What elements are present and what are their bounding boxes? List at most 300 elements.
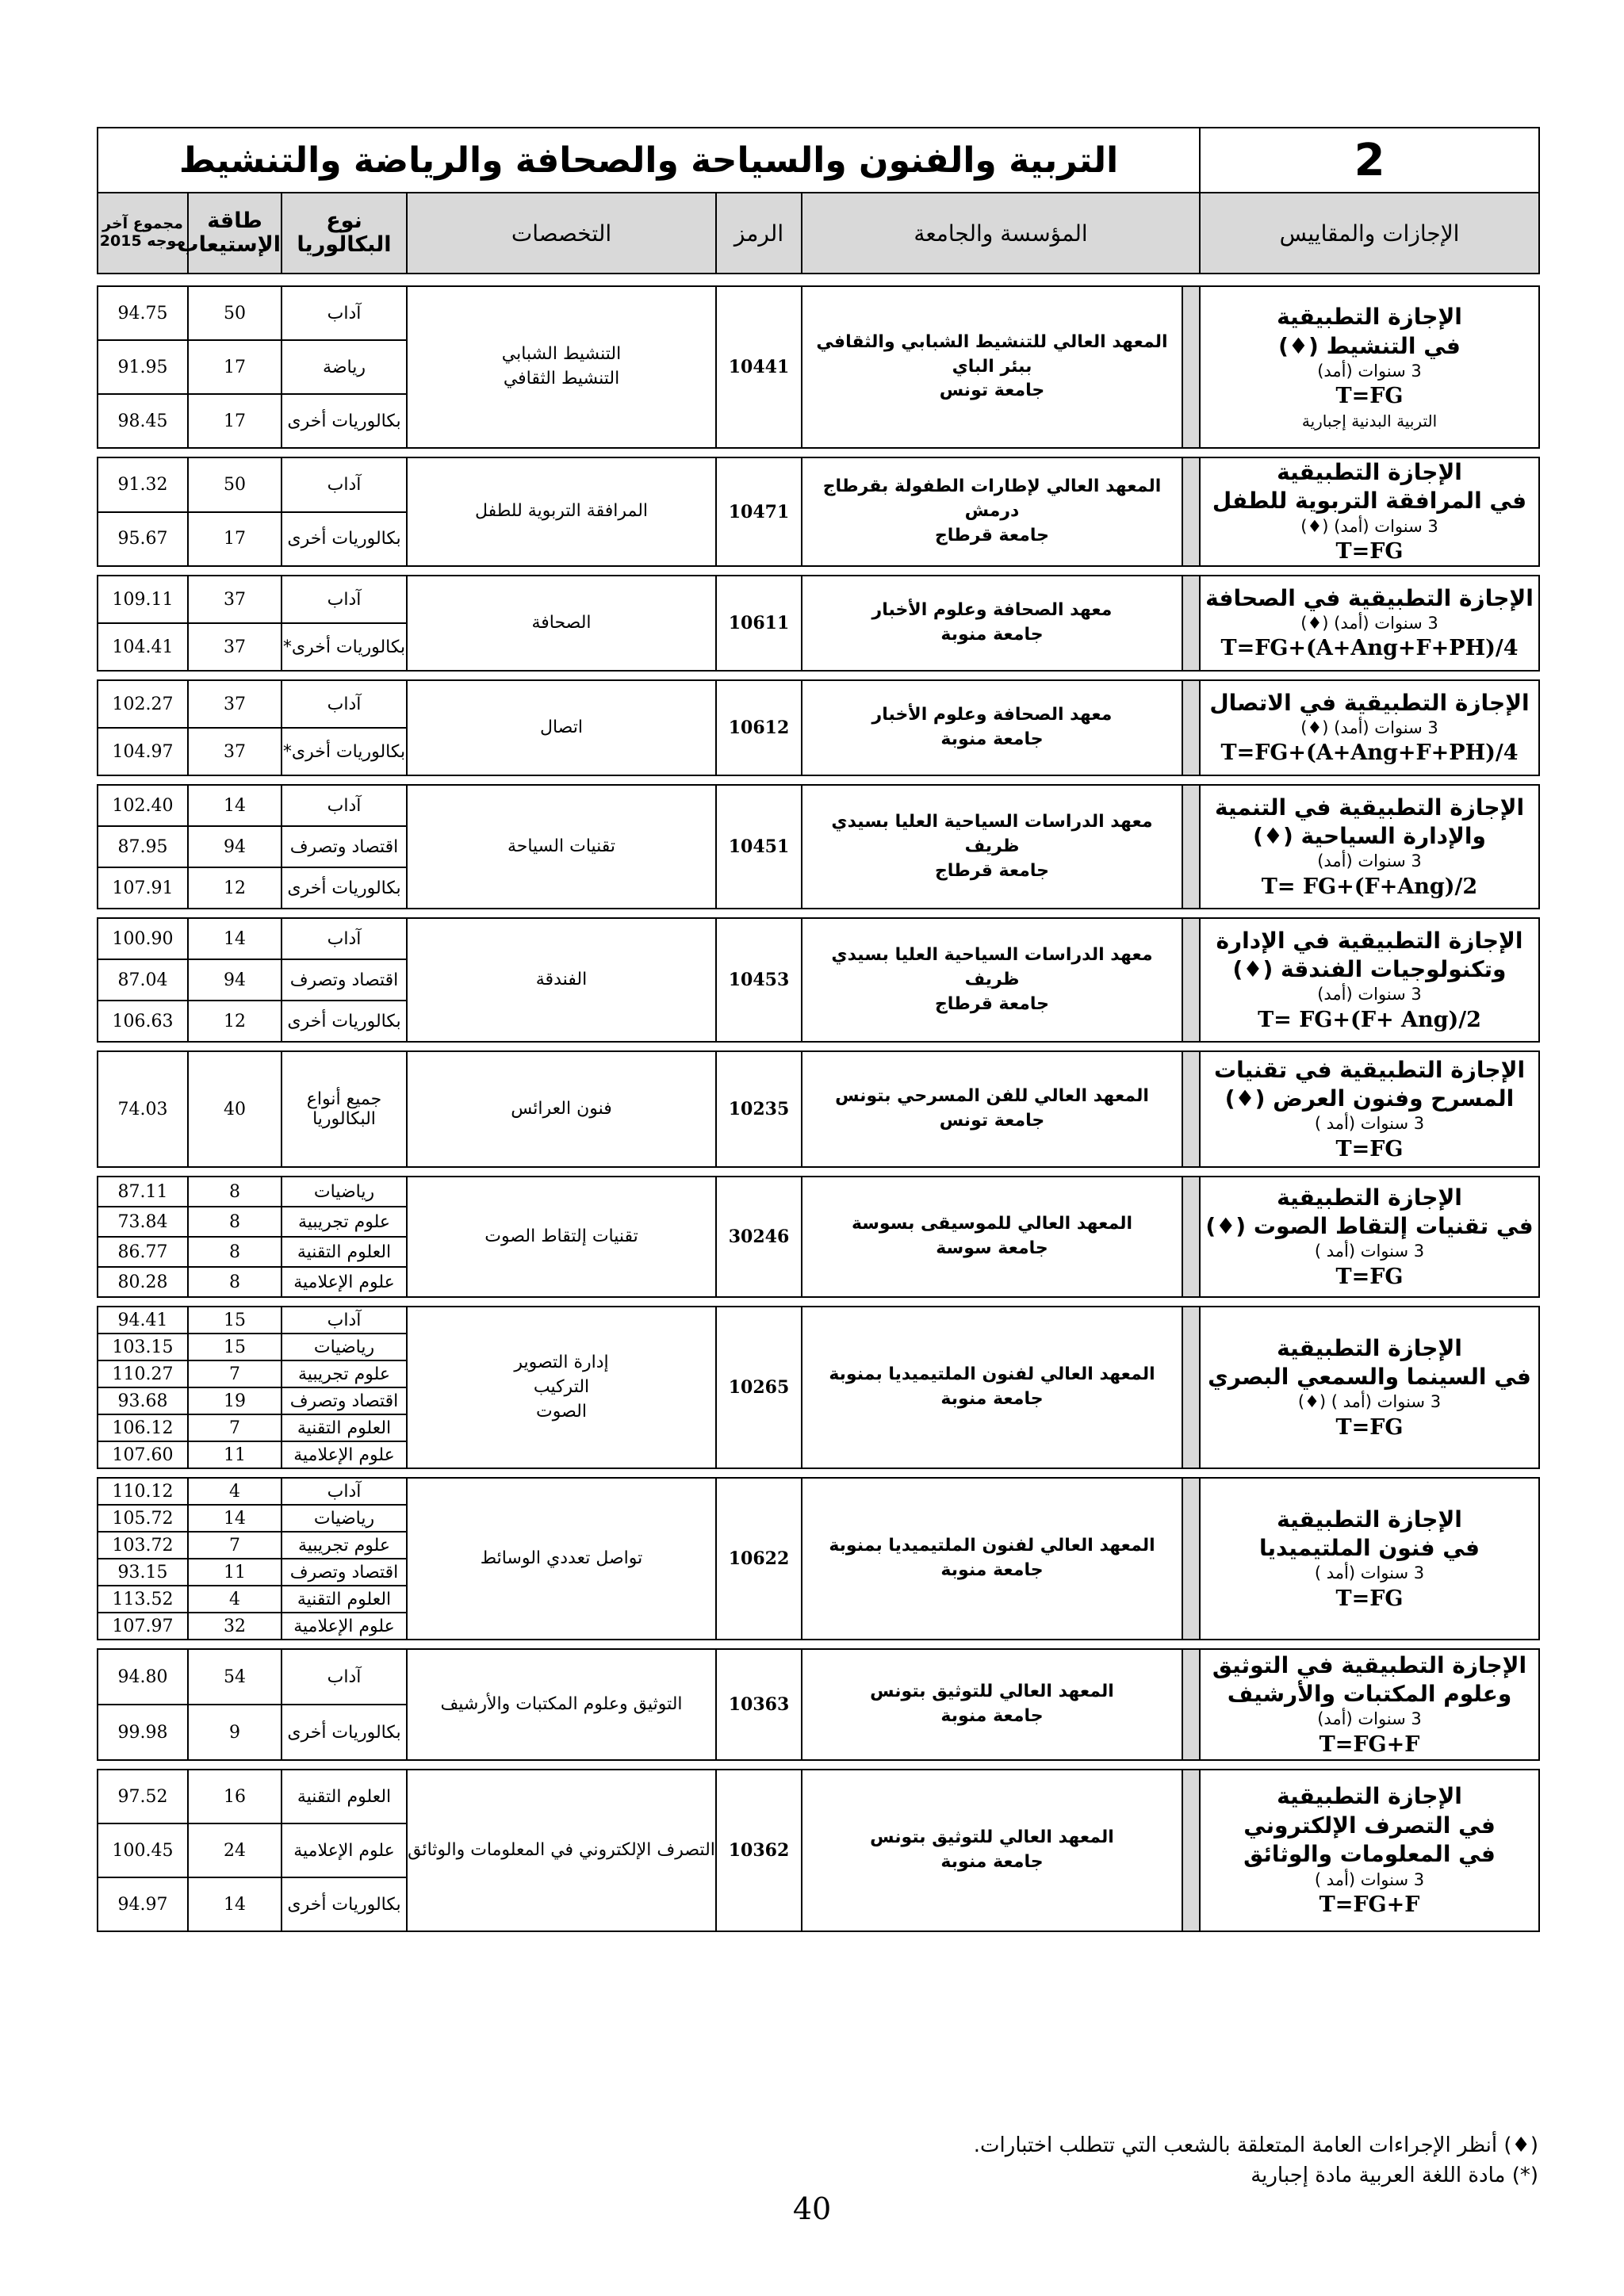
- capacity-cell: 12: [188, 1001, 282, 1042]
- bac-type-cell: رياضيات: [282, 1334, 407, 1360]
- institution-cell: [802, 1478, 1182, 1640]
- col-code: الرمز: [716, 193, 802, 274]
- last-score-cell: 103.72: [98, 1532, 188, 1559]
- degree-duration: 3 سنوات (أمد): [1317, 362, 1422, 381]
- capacity-cell: 9: [188, 1705, 282, 1760]
- last-score-cell: 87.11: [98, 1177, 188, 1207]
- bac-type-cell: اقتصاد وتصرف: [282, 959, 407, 1001]
- bac-type-cell: آداب: [282, 457, 407, 512]
- specialties-cell: [407, 1649, 716, 1760]
- bac-type-cell: رياضة: [282, 340, 407, 394]
- specialties-cell: [407, 1307, 716, 1468]
- degree-block: [97, 1050, 1538, 1168]
- degree-block: [97, 285, 1538, 449]
- bac-type-cell: بكالوريات أخرى: [282, 1877, 407, 1931]
- capacity-cell: 50: [188, 457, 282, 512]
- last-score-cell: 94.41: [98, 1307, 188, 1334]
- specialty-label: الصوت: [536, 1401, 587, 1422]
- last-score-cell: 95.67: [98, 512, 188, 567]
- separator-cell: [1182, 286, 1200, 448]
- degree-table: [97, 1306, 1540, 1469]
- degree-title: الإجازة التطبيقية: [1277, 1184, 1462, 1211]
- score-formula: T=FG: [1335, 1136, 1404, 1161]
- last-score-cell: 94.97: [98, 1877, 188, 1931]
- bac-type-cell: اقتصاد وتصرف: [282, 1559, 407, 1586]
- last-score-cell: 91.95: [98, 340, 188, 394]
- last-score-cell: 113.52: [98, 1586, 188, 1613]
- col-last-score: مجموع آخر موجه 2015: [98, 193, 188, 274]
- degree-title: وعلوم المكتبات والأرشيف: [1227, 1680, 1512, 1707]
- capacity-cell: 54: [188, 1649, 282, 1705]
- code-cell: 10622: [716, 1478, 802, 1640]
- institution-line: المعهد العالي للتوثيق بتونس: [870, 1682, 1114, 1702]
- last-score-cell: 107.60: [98, 1441, 188, 1468]
- institution-line: معهد الصحافة وعلوم الأخبار: [871, 705, 1113, 725]
- document-page: [97, 127, 1538, 1932]
- degree-title: الإجازة التطبيقية في تقنيات: [1213, 1056, 1526, 1083]
- degree-cell: [1200, 286, 1539, 448]
- degree-title: والإدارة السياحية (♦): [1253, 822, 1486, 849]
- institution-line: المعهد العالي للتنشيط الشبابي والثقافي: [816, 331, 1168, 352]
- institution-line: جامعة قرطاج: [934, 860, 1050, 881]
- degree-cell: [1200, 457, 1539, 566]
- score-formula: T=FG+F: [1319, 1892, 1420, 1917]
- degree-title: الإجازة التطبيقية: [1277, 304, 1462, 331]
- bac-type-cell: بكالوريات أخرى: [282, 867, 407, 909]
- capacity-cell: 14: [188, 918, 282, 959]
- last-score-cell: 91.32: [98, 457, 188, 512]
- table-row: [98, 785, 1539, 826]
- section-number: 2: [1200, 128, 1539, 193]
- degree-table: [97, 285, 1540, 449]
- bac-type-cell: العلوم التقنية: [282, 1414, 407, 1441]
- degree-title: الإجازة التطبيقية: [1277, 459, 1462, 485]
- institution-line: جامعة منوبة: [940, 1560, 1044, 1581]
- bac-type-cell: آداب: [282, 680, 407, 728]
- capacity-cell: 8: [188, 1177, 282, 1207]
- last-score-cell: 105.72: [98, 1505, 188, 1532]
- institution-line: معهد الدراسات السياحية العليا بسيدي ظريف: [831, 944, 1153, 989]
- degree-title: الإجازة التطبيقية في الإدارة: [1216, 927, 1523, 954]
- degree-duration: 3 سنوات (أمد): [1317, 851, 1422, 871]
- degree-title: في فنون الملتيميديا: [1259, 1534, 1480, 1561]
- capacity-cell: 37: [188, 576, 282, 623]
- table-row: [98, 1051, 1539, 1167]
- table-row: [98, 680, 1539, 728]
- last-score-cell: 102.27: [98, 680, 188, 728]
- score-formula: T= FG+(F+ Ang)/2: [1258, 1007, 1481, 1032]
- institution-line: معهد الصحافة وعلوم الأخبار: [871, 600, 1113, 621]
- degree-note: التربية البدنية إجبارية: [1301, 411, 1438, 430]
- footnote-arabic: (*) مادة اللغة العربية مادة إجبارية: [1251, 2163, 1538, 2187]
- code-cell: 10235: [716, 1051, 802, 1167]
- capacity-cell: 4: [188, 1478, 282, 1505]
- last-score-cell: 109.11: [98, 576, 188, 623]
- bac-type-cell: علوم الإعلامية: [282, 1267, 407, 1297]
- degree-duration: 3 سنوات (أمد ): [1314, 1563, 1425, 1583]
- capacity-cell: 17: [188, 512, 282, 567]
- score-formula: T=FG: [1335, 384, 1404, 409]
- capacity-cell: 15: [188, 1334, 282, 1360]
- degree-block: [97, 784, 1538, 909]
- institution-cell: [802, 1051, 1182, 1167]
- capacity-cell: 8: [188, 1237, 282, 1267]
- bac-type-cell: بكالوريات أخرى*: [282, 728, 407, 775]
- section-title: التربية والفنون والسياحة والصحافة والرياضة والتنشيط: [98, 128, 1200, 193]
- last-score-cell: 106.12: [98, 1414, 188, 1441]
- institution-cell: [802, 1770, 1182, 1931]
- degree-title: الإجازة التطبيقية: [1277, 1783, 1462, 1810]
- capacity-cell: 17: [188, 394, 282, 448]
- degree-title: في تقنيات إلتقاط الصوت (♦): [1205, 1212, 1534, 1239]
- capacity-cell: 4: [188, 1586, 282, 1613]
- capacity-cell: 40: [188, 1051, 282, 1167]
- institution-line: جامعة منوبة: [940, 729, 1044, 750]
- institution-line: جامعة منوبة: [940, 1706, 1044, 1727]
- institution-line: المعهد العالي للفن المسرحي بتونس: [835, 1086, 1149, 1107]
- separator-cell: [1182, 457, 1200, 566]
- last-score-cell: 80.28: [98, 1267, 188, 1297]
- specialty-label: المرافقة التربوية للطفل: [474, 501, 649, 522]
- degree-duration: 3 سنوات (أمد): [1317, 985, 1422, 1004]
- institution-line: جامعة منوبة: [940, 1852, 1044, 1873]
- last-score-cell: 87.95: [98, 826, 188, 867]
- last-score-cell: 104.97: [98, 728, 188, 775]
- score-formula: T= FG+(F+Ang)/2: [1261, 874, 1478, 899]
- col-institution: المؤسسة والجامعة: [802, 193, 1200, 274]
- separator-cell: [1182, 1051, 1200, 1167]
- last-score-cell: 110.12: [98, 1478, 188, 1505]
- degree-title: في السينما والسمعي البصري: [1208, 1363, 1531, 1390]
- last-score-cell: 102.40: [98, 785, 188, 826]
- degree-duration: 3 سنوات (أمد ): [1314, 1869, 1425, 1889]
- bac-type-cell: بكالوريات أخرى: [282, 1705, 407, 1760]
- institution-line: المعهد العالي لإطارات الطفولة بقرطاج درمش: [822, 476, 1162, 522]
- bac-type-cell: آداب: [282, 918, 407, 959]
- degree-duration: 3 سنوات (أمد) (♦): [1300, 516, 1438, 536]
- specialty-label: فنون العرائس: [511, 1098, 612, 1119]
- degree-table: [97, 1477, 1540, 1640]
- bac-type-cell: آداب: [282, 785, 407, 826]
- degree-cell: [1200, 1051, 1539, 1167]
- capacity-cell: 14: [188, 1877, 282, 1931]
- capacity-cell: 7: [188, 1360, 282, 1387]
- last-score-cell: 104.41: [98, 623, 188, 671]
- capacity-cell: 19: [188, 1387, 282, 1414]
- institution-cell: [802, 1649, 1182, 1760]
- last-score-cell: 97.52: [98, 1770, 188, 1823]
- col-capacity: طاقة الإستيعاب: [188, 193, 282, 274]
- bac-type-cell: بكالوريات أخرى: [282, 394, 407, 448]
- degree-cell: [1200, 1177, 1539, 1297]
- capacity-cell: 32: [188, 1613, 282, 1640]
- bac-type-cell: آداب: [282, 286, 407, 340]
- score-formula: T=FG: [1335, 539, 1404, 564]
- degree-table: [97, 1050, 1540, 1168]
- bac-type-cell: آداب: [282, 576, 407, 623]
- degree-title: الإجازة التطبيقية في التوثيق: [1212, 1651, 1527, 1678]
- code-cell: 10471: [716, 457, 802, 566]
- institution-line: جامعة منوبة: [940, 1389, 1044, 1410]
- institution-cell: [802, 1177, 1182, 1297]
- institution-line: المعهد العالي لفنون الملتيميديا بمنوبة: [829, 1364, 1155, 1385]
- specialty-label: التنشيط الثقافي: [503, 369, 620, 388]
- last-score-cell: 103.15: [98, 1334, 188, 1360]
- degree-cell: [1200, 785, 1539, 909]
- specialty-label: تواصل تعددي الوسائط: [480, 1548, 643, 1568]
- degree-block: [97, 1648, 1538, 1761]
- code-cell: 10441: [716, 286, 802, 448]
- last-score-cell: 99.98: [98, 1705, 188, 1760]
- bac-type-cell: علوم تجريبية: [282, 1360, 407, 1387]
- table-row: [98, 1307, 1539, 1334]
- specialty-label: التصرف الإلكتروني في المعلومات والوثائق: [408, 1839, 715, 1860]
- last-score-cell: 86.77: [98, 1237, 188, 1267]
- last-score-cell: 74.03: [98, 1051, 188, 1167]
- col-degree: الإجازات والمقاييس: [1200, 193, 1539, 274]
- degree-table: [97, 784, 1540, 909]
- capacity-cell: 15: [188, 1307, 282, 1334]
- score-formula: T=FG+(A+Ang+F+PH)/4: [1220, 636, 1519, 661]
- bac-type-cell: آداب: [282, 1478, 407, 1505]
- code-cell: 10363: [716, 1649, 802, 1760]
- page-number: 40: [792, 2191, 832, 2226]
- degree-duration: 3 سنوات (أمد ) (♦): [1297, 1392, 1442, 1412]
- table-row: [98, 1478, 1539, 1505]
- separator-cell: [1182, 918, 1200, 1042]
- specialties-cell: [407, 286, 716, 448]
- last-score-cell: 93.68: [98, 1387, 188, 1414]
- specialties-cell: [407, 457, 716, 566]
- bac-type-cell: اقتصاد وتصرف: [282, 826, 407, 867]
- degree-cell: [1200, 680, 1539, 775]
- institution-cell: [802, 1307, 1182, 1468]
- specialties-cell: [407, 1478, 716, 1640]
- score-formula: T=FG: [1335, 1586, 1404, 1611]
- degree-duration: 3 سنوات (أمد) (♦): [1300, 718, 1438, 738]
- capacity-cell: 11: [188, 1559, 282, 1586]
- degree-title: الإجازة التطبيقية في الاتصال: [1209, 689, 1530, 716]
- institution-cell: [802, 576, 1182, 671]
- table-row: [98, 1649, 1539, 1705]
- col-bac-type: نوع البكالوريا: [282, 193, 407, 274]
- bac-type-cell: رياضيات: [282, 1177, 407, 1207]
- capacity-cell: 14: [188, 1505, 282, 1532]
- specialty-label: التنشيط الشبابي: [501, 344, 622, 365]
- table-row: [98, 576, 1539, 623]
- table-row: [98, 1177, 1539, 1207]
- institution-cell: [802, 918, 1182, 1042]
- institution-line: جامعة قرطاج: [934, 525, 1050, 545]
- specialty-label: تقنيات السياحة: [507, 836, 616, 856]
- specialties-cell: [407, 918, 716, 1042]
- degree-block: [97, 1176, 1538, 1298]
- degree-table: [97, 575, 1540, 672]
- separator-cell: [1182, 785, 1200, 909]
- bac-type-cell: علوم الإعلامية: [282, 1823, 407, 1877]
- last-score-cell: 110.27: [98, 1360, 188, 1387]
- capacity-cell: 7: [188, 1414, 282, 1441]
- degree-duration: 3 سنوات (أمد): [1317, 1709, 1422, 1729]
- degree-title: في التصرف الإلكتروني: [1243, 1812, 1496, 1839]
- capacity-cell: 16: [188, 1770, 282, 1823]
- last-score-cell: 73.84: [98, 1207, 188, 1237]
- capacity-cell: 12: [188, 867, 282, 909]
- table-row: [98, 918, 1539, 959]
- specialties-cell: [407, 785, 716, 909]
- table-row: [98, 286, 1539, 340]
- degree-title: في المعلومات والوثائق: [1243, 1841, 1496, 1868]
- degree-block: [97, 679, 1538, 776]
- degree-title: المسرح وفنون العرض (♦): [1224, 1085, 1515, 1112]
- footnotes: [974, 2131, 1538, 2191]
- capacity-cell: 50: [188, 286, 282, 340]
- degree-title: في التنشيط (♦): [1278, 332, 1461, 359]
- bac-type-cell: العلوم التقنية: [282, 1237, 407, 1267]
- institution-line: المعهد العالي لفنون الملتيميديا بمنوبة: [829, 1536, 1155, 1556]
- capacity-cell: 94: [188, 959, 282, 1001]
- last-score-cell: 107.91: [98, 867, 188, 909]
- bac-type-cell: علوم الإعلامية: [282, 1613, 407, 1640]
- degree-cell: [1200, 918, 1539, 1042]
- degree-title: الإجازة التطبيقية في التنمية: [1214, 794, 1525, 821]
- degree-duration: 3 سنوات (أمد) (♦): [1300, 614, 1438, 633]
- institution-cell: [802, 785, 1182, 909]
- degree-table: [97, 457, 1540, 567]
- specialties-cell: [407, 1177, 716, 1297]
- capacity-cell: 37: [188, 623, 282, 671]
- code-cell: 10612: [716, 680, 802, 775]
- degree-block: [97, 457, 1538, 567]
- specialty-label: اتصال: [539, 717, 583, 737]
- separator-cell: [1182, 1177, 1200, 1297]
- specialty-label: التركيب: [533, 1376, 590, 1397]
- capacity-cell: 24: [188, 1823, 282, 1877]
- score-formula: T=FG+F: [1319, 1732, 1420, 1757]
- separator-cell: [1182, 1649, 1200, 1760]
- degree-block: [97, 917, 1538, 1043]
- last-score-cell: 87.04: [98, 959, 188, 1001]
- institution-line: جامعة سوسة: [936, 1238, 1048, 1259]
- institution-cell: [802, 680, 1182, 775]
- degree-table: [97, 1769, 1540, 1932]
- score-formula: T=FG+(A+Ang+F+PH)/4: [1220, 740, 1519, 766]
- degree-table: [97, 1176, 1540, 1298]
- bac-type-cell: علوم تجريبية: [282, 1532, 407, 1559]
- score-formula: T=FG: [1335, 1264, 1404, 1289]
- capacity-cell: 94: [188, 826, 282, 867]
- degree-title: الإجازة التطبيقية: [1277, 1334, 1462, 1361]
- code-cell: 10451: [716, 785, 802, 909]
- separator-cell: [1182, 680, 1200, 775]
- degree-block: [97, 1477, 1538, 1640]
- degree-title: وتكنولوجيات الفندقة (♦): [1232, 955, 1507, 982]
- specialties-cell: [407, 576, 716, 671]
- code-cell: 10611: [716, 576, 802, 671]
- capacity-cell: 8: [188, 1267, 282, 1297]
- institution-cell: [802, 286, 1182, 448]
- specialty-label: التوثيق وعلوم المكتبات والأرشيف: [440, 1693, 683, 1714]
- bac-type-cell: بكالوريات أخرى*: [282, 623, 407, 671]
- bac-type-cell: جميع أنواع البكالوريا: [282, 1051, 407, 1167]
- capacity-cell: 11: [188, 1441, 282, 1468]
- degree-block: [97, 1306, 1538, 1469]
- degree-cell: [1200, 1649, 1539, 1760]
- bac-type-cell: اقتصاد وتصرف: [282, 1387, 407, 1414]
- bac-type-cell: العلوم التقنية: [282, 1586, 407, 1613]
- degree-cell: [1200, 1478, 1539, 1640]
- code-cell: 10265: [716, 1307, 802, 1468]
- degree-title: الإجازة التطبيقية في الصحافة: [1205, 584, 1534, 611]
- specialty-label: الصحافة: [531, 612, 592, 633]
- degree-block: [97, 575, 1538, 672]
- degree-title: الإجازة التطبيقية: [1277, 1506, 1462, 1533]
- degree-cell: [1200, 1770, 1539, 1931]
- degree-table: [97, 917, 1540, 1043]
- specialties-cell: [407, 1051, 716, 1167]
- code-cell: 10362: [716, 1770, 802, 1931]
- last-score-cell: 94.75: [98, 286, 188, 340]
- specialty-label: الفندقة: [535, 969, 588, 989]
- last-score-cell: 94.80: [98, 1649, 188, 1705]
- degree-cell: [1200, 576, 1539, 671]
- institution-line: المعهد العالي للموسيقى بسوسة: [851, 1214, 1133, 1234]
- institution-line: جامعة منوبة: [940, 625, 1044, 645]
- separator-cell: [1182, 1770, 1200, 1931]
- col-specialties: التخصصات: [407, 193, 716, 274]
- institution-line: ببئر الباي: [952, 356, 1032, 377]
- capacity-cell: 7: [188, 1532, 282, 1559]
- degree-blocks: [97, 285, 1538, 1932]
- bac-type-cell: بكالوريات أخرى: [282, 512, 407, 567]
- specialty-label: إدارة التصوير: [514, 1352, 609, 1372]
- capacity-cell: 37: [188, 680, 282, 728]
- last-score-cell: 100.45: [98, 1823, 188, 1877]
- last-score-cell: 106.63: [98, 1001, 188, 1042]
- degree-block: [97, 1769, 1538, 1932]
- section-header-table: [97, 127, 1540, 274]
- capacity-cell: 14: [188, 785, 282, 826]
- specialties-cell: [407, 1770, 716, 1931]
- table-row: [98, 457, 1539, 512]
- institution-line: المعهد العالي للتوثيق بتونس: [870, 1827, 1114, 1848]
- separator-cell: [1182, 1307, 1200, 1468]
- institution-line: جامعة تونس: [939, 381, 1045, 401]
- code-cell: 30246: [716, 1177, 802, 1297]
- table-row: [98, 1770, 1539, 1823]
- institution-cell: [802, 457, 1182, 566]
- bac-type-cell: آداب: [282, 1307, 407, 1334]
- capacity-cell: 8: [188, 1207, 282, 1237]
- score-formula: T=FG: [1335, 1414, 1404, 1440]
- degree-title: في المرافقة التربوية للطفل: [1212, 488, 1527, 515]
- capacity-cell: 37: [188, 728, 282, 775]
- bac-type-cell: آداب: [282, 1649, 407, 1705]
- last-score-cell: 98.45: [98, 394, 188, 448]
- last-score-cell: 107.97: [98, 1613, 188, 1640]
- code-cell: 10453: [716, 918, 802, 1042]
- institution-line: معهد الدراسات السياحية العليا بسيدي ظريف: [831, 811, 1153, 856]
- degree-duration: 3 سنوات (أمد ): [1314, 1114, 1425, 1134]
- last-score-cell: 93.15: [98, 1559, 188, 1586]
- institution-line: جامعة قرطاج: [934, 993, 1050, 1014]
- bac-type-cell: بكالوريات أخرى: [282, 1001, 407, 1042]
- degree-cell: [1200, 1307, 1539, 1468]
- capacity-cell: 17: [188, 340, 282, 394]
- separator-cell: [1182, 1478, 1200, 1640]
- degree-duration: 3 سنوات (أمد ): [1314, 1242, 1425, 1261]
- institution-line: جامعة تونس: [939, 1111, 1045, 1131]
